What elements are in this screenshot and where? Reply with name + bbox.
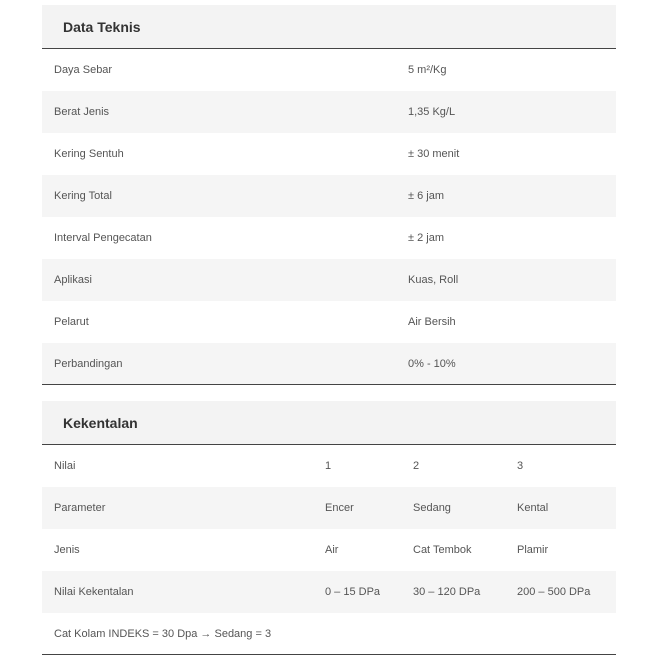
table-row: [42, 571, 616, 613]
spec-value: 0% - 10%: [408, 357, 456, 370]
spec-label: Kering Total: [54, 190, 112, 202]
spec-value: ± 6 jam: [408, 190, 444, 202]
viscosity-panel: [42, 401, 616, 655]
viscosity-cell: Cat Tembok: [413, 544, 472, 556]
viscosity-cell: 30 – 120 DPa: [413, 586, 481, 598]
spec-label: Perbandingan: [54, 357, 123, 370]
viscosity-cell: Sedang: [413, 502, 451, 514]
viscosity-cell: Air: [325, 544, 339, 556]
viscosity-row-label: Parameter: [54, 502, 106, 514]
viscosity-cell: 0 – 15 DPa: [325, 586, 381, 598]
viscosity-row-label: Jenis: [54, 544, 80, 556]
viscosity-note: Cat Kolam INDEKS = 30 Dpa → Sedang = 3: [54, 627, 272, 640]
spec-label: Aplikasi: [54, 274, 92, 286]
spec-value: 1,35 Kg/L: [408, 106, 456, 118]
viscosity-cell: 2: [413, 460, 420, 472]
spec-value: Air Bersih: [408, 316, 456, 328]
table-row: [42, 301, 616, 343]
table-row: [42, 259, 616, 301]
table-row: [42, 49, 616, 91]
viscosity-title: Kekentalan: [42, 401, 616, 445]
spec-value: 5 m²/Kg: [408, 64, 447, 76]
table-row: [42, 175, 616, 217]
viscosity-row-label: Nilai Kekentalan: [54, 586, 134, 598]
viscosity-cell: Kental: [517, 502, 549, 514]
spec-value: ± 2 jam: [408, 232, 444, 244]
spec-label: Interval Pengecatan: [54, 232, 152, 244]
spec-label: Kering Sentuh: [54, 148, 124, 160]
viscosity-cell: 1: [325, 460, 332, 472]
technical-data-panel: [42, 5, 616, 385]
spec-label: Daya Sebar: [54, 64, 113, 76]
table-row: [42, 91, 616, 133]
spec-value: Kuas, Roll: [408, 274, 459, 286]
table-row: [42, 529, 616, 571]
viscosity-row-label: Nilai: [54, 460, 76, 472]
viscosity-cell: Encer: [325, 502, 354, 514]
table-row: [42, 217, 616, 259]
spec-value: ± 30 menit: [408, 148, 460, 160]
table-row: [42, 445, 616, 487]
viscosity-cell: 200 – 500 DPa: [517, 586, 591, 598]
spec-label: Pelarut: [54, 316, 89, 328]
viscosity-cell: 3: [517, 460, 524, 472]
viscosity-cell: Plamir: [517, 544, 549, 556]
technical-data-title: Data Teknis: [42, 5, 616, 49]
spec-label: Berat Jenis: [54, 106, 110, 118]
table-row: [42, 613, 616, 655]
table-row: [42, 487, 616, 529]
table-row: [42, 343, 616, 385]
table-row: [42, 133, 616, 175]
